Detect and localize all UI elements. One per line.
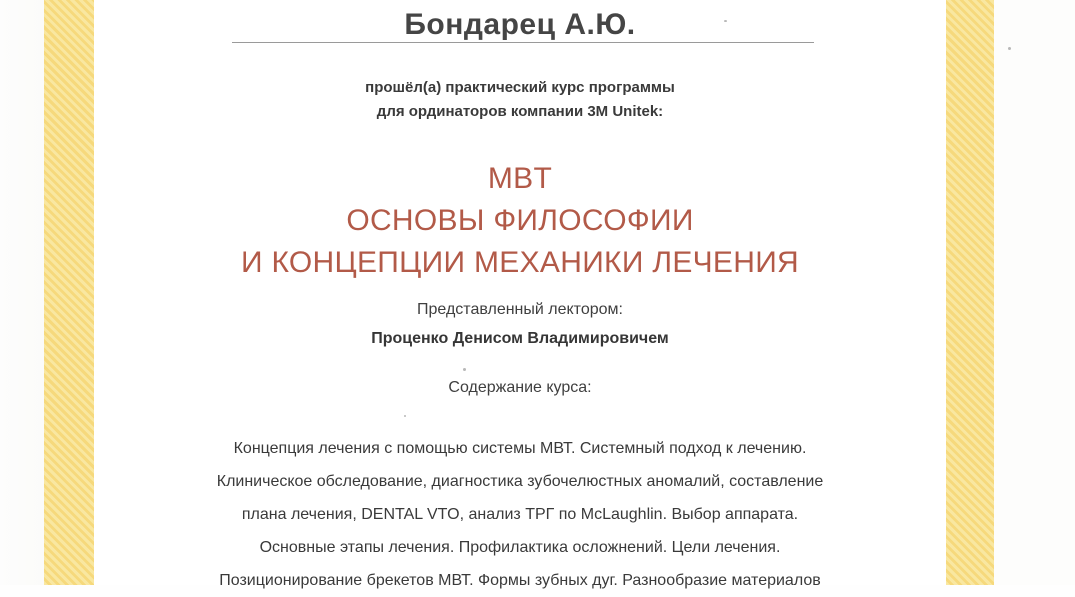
decorative-border-right — [946, 0, 994, 585]
recipient-name: Бондарец А.Ю. — [404, 8, 636, 41]
contents-line: Клиническое обследование, диагностика зубочелюстных аномалий, составление — [216, 473, 824, 490]
intro-line: прошёл(а) практический курс программы — [365, 79, 675, 96]
scan-margin-right — [994, 0, 1075, 585]
scan-margin-left — [0, 0, 44, 585]
scan-speck — [1008, 47, 1011, 50]
lecturer-label: Представленный лектором: — [417, 301, 623, 318]
scan-speck — [463, 368, 466, 371]
course-title-line: И КОНЦЕПЦИИ МЕХАНИКИ ЛЕЧЕНИЯ — [240, 246, 800, 279]
intro-text — [94, 76, 946, 124]
lecturer-name: Проценко Денисом Владимировичем — [371, 330, 669, 347]
course-title — [94, 158, 946, 284]
scan-speck — [404, 415, 406, 417]
course-title-line: MBT — [487, 162, 553, 195]
certificate-body — [94, 0, 946, 589]
contents-heading: Содержание курса: — [448, 379, 592, 396]
course-title-line: ОСНОВЫ ФИЛОСОФИИ — [346, 204, 694, 237]
name-underline — [232, 42, 814, 43]
contents-line: Основные этапы лечения. Профилактика осложнений. Цели лечения. — [259, 539, 781, 556]
contents-line: плана лечения, DENTAL VTO, анализ ТРГ по McLaughlin. Выбор аппарата. — [241, 506, 799, 523]
decorative-border-left — [44, 0, 94, 585]
course-contents — [94, 432, 946, 597]
contents-line: Концепция лечения с помощью системы МВТ. Системный подход к лечению. — [233, 440, 807, 457]
contents-line: Позиционирование брекетов МВТ. Формы зубных дуг. Разнообразие материалов — [219, 572, 821, 589]
intro-line: для ординаторов компании 3M Unitek: — [376, 103, 664, 120]
scan-speck — [724, 20, 727, 22]
